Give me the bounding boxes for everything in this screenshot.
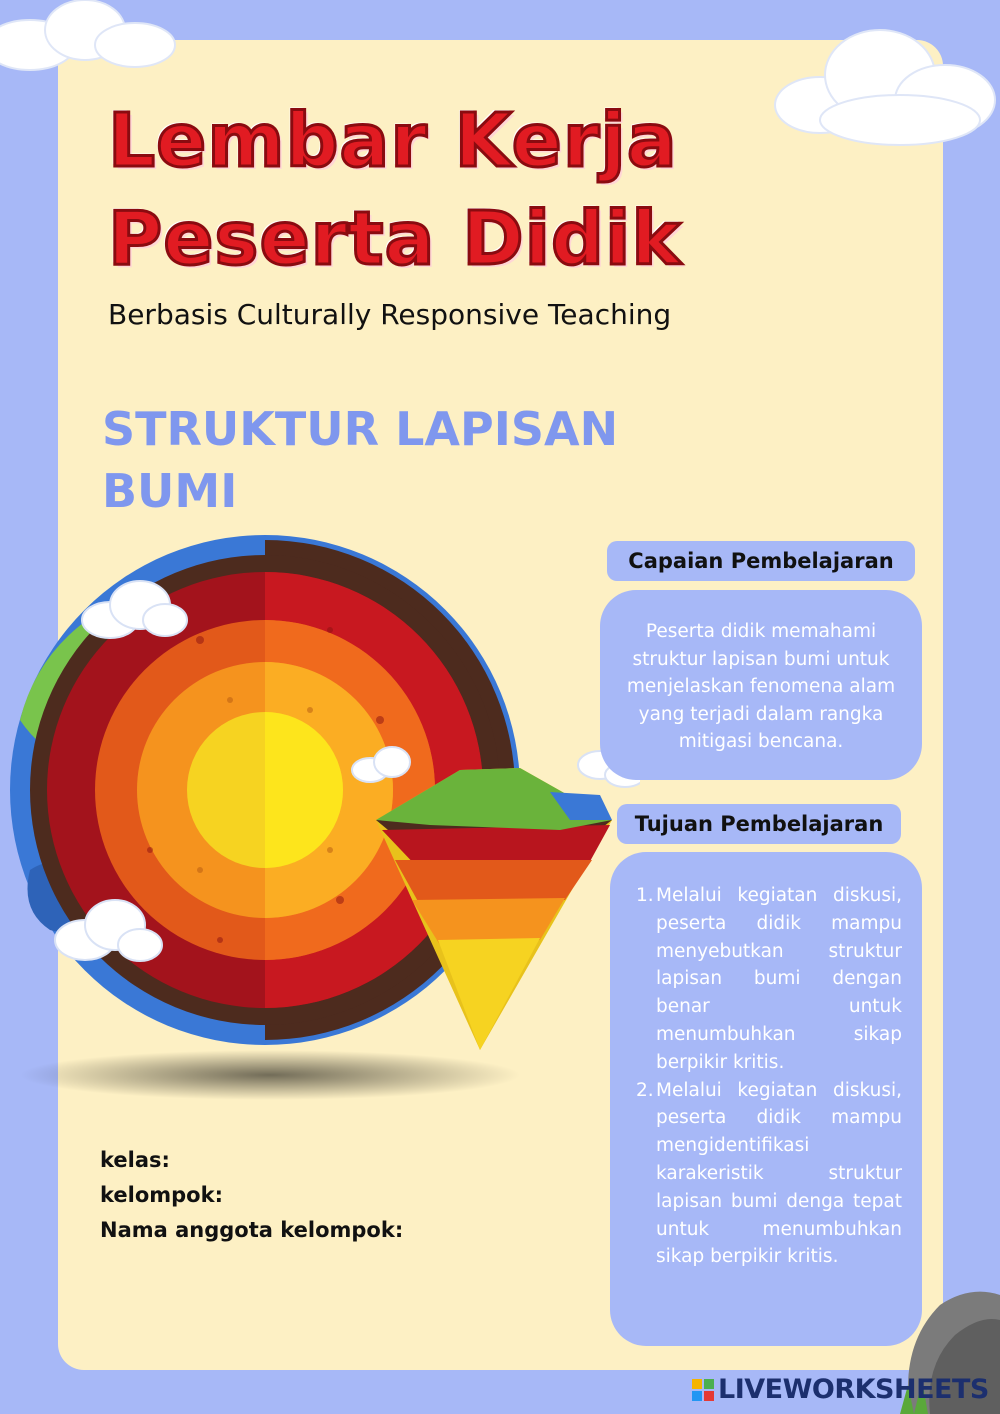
capaian-text: Peserta didik memahami struktur lapisan bumi untuk menjelaskan fenomena alam yang terjadi dalam rangka mitigasi bencana.: [626, 621, 896, 753]
tujuan-box: [610, 852, 922, 1346]
capaian-box: [600, 590, 922, 780]
kelompok-label: kelompok:: [100, 1183, 223, 1207]
subtitle: Berbasis Culturally Responsive Teaching: [108, 298, 672, 331]
topic-title: STRUKTUR LAPISAN BUMI: [102, 402, 619, 518]
tujuan-item-1: [636, 882, 902, 1077]
tujuan-item-number: 2.: [636, 1079, 654, 1101]
tujuan-item-2: [636, 1077, 902, 1272]
tujuan-list: [636, 882, 902, 1271]
cloud-top-right: [770, 20, 1000, 150]
title-line-2: Peserta Didik: [108, 196, 682, 282]
watermark-text: LIVEWORKSHEETS: [718, 1374, 989, 1405]
capaian-heading: Capaian Pembelajaran: [607, 541, 915, 581]
anggota-label: Nama anggota kelompok:: [100, 1218, 404, 1242]
kelas-label: kelas:: [100, 1148, 170, 1172]
tujuan-heading: Tujuan Pembelajaran: [617, 804, 901, 844]
tujuan-item-text: Melalui kegiatan diskusi, peserta didik mampu mengidentifikasi karakeristik struktur lapisan bumi denga tepat untuk menumbuhkan sikap berpikir kritis.: [656, 1079, 902, 1268]
liveworksheets-logo-icon: [692, 1379, 714, 1401]
earth-layers-illustration: [0, 520, 640, 1100]
cloud-top-left: [0, 0, 190, 80]
liveworksheets-watermark[interactable]: [692, 1374, 989, 1405]
title-line-1: Lembar Kerja: [108, 98, 678, 184]
tujuan-item-number: 1.: [636, 885, 654, 906]
tujuan-item-text: Melalui kegiatan diskusi, peserta didik mampu menyebutkan struktur lapisan bumi dengan benar untuk menumbuhkan sikap berpikir kritis.: [656, 885, 902, 1073]
